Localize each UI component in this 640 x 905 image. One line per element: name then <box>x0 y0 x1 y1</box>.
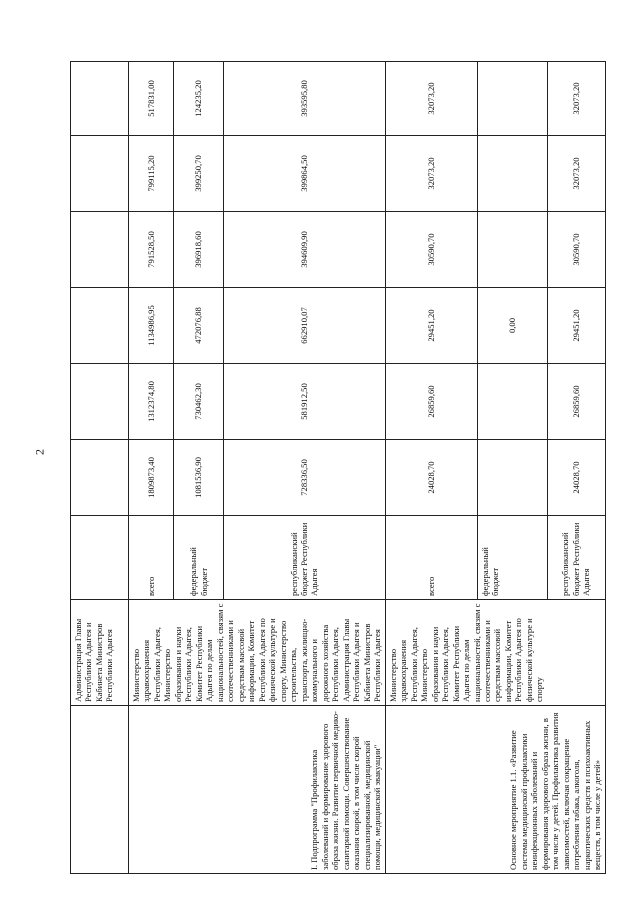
value-cell: 32073,20 <box>547 136 605 212</box>
value-cell: 399864,50 <box>223 136 385 212</box>
table-row <box>129 62 174 874</box>
value-cell: 799115,20 <box>129 136 174 212</box>
value-cell: 24028,70 <box>547 440 605 516</box>
value-cell: 29451,20 <box>547 288 605 364</box>
value-cell: 517831,00 <box>129 62 174 136</box>
value-cell: 32073,20 <box>385 136 477 212</box>
value-cell: 26859,60 <box>385 364 477 440</box>
value-cell <box>477 212 547 288</box>
table-row <box>385 62 477 874</box>
value-cell <box>71 288 129 364</box>
value-cell: 1081536,90 <box>174 440 224 516</box>
value-cell: 394609,90 <box>223 212 385 288</box>
value-cell: 393595,80 <box>223 62 385 136</box>
value-cell <box>477 136 547 212</box>
funding-source-cell: всего <box>129 516 174 600</box>
program-name-cell: Основное мероприятие 1.1. «Развитие системы медицинской профилактики неинфекционных заболеваний и формирования здорового образа жизни, в том числе у детей. Профилактика развития зависимостей, включая сокращение потребления табака, алкоголя, наркотических средств и психоактивных веществ, в том числе у детей» <box>385 706 605 874</box>
value-cell: 728336,50 <box>223 440 385 516</box>
value-cell: 1312374,80 <box>129 364 174 440</box>
value-cell: 399250,70 <box>174 136 224 212</box>
value-cell: 1134986,95 <box>129 288 174 364</box>
value-cell: 396918,60 <box>174 212 224 288</box>
executor-cell: Министерство здравоохранения Республики Адыгея, Министерство образования и науки Республики Адыгея, Комитет Республики Адыгея по делам национальностей, связям с соотечественниками и средствам массовой информации, Комитет Республики Адыгея по физической культуре и спорту, Министерство строительства, транспорта, жилищно-коммунального и дорожного хозяйства Республики Адыгея, Администрация Главы Республики Адыгея и Кабинета Министров Республики Адыгея <box>129 600 386 706</box>
value-cell: 662910,07 <box>223 288 385 364</box>
value-cell <box>477 440 547 516</box>
program-name-cell <box>71 706 129 874</box>
value-cell <box>477 62 547 136</box>
value-cell: 24028,70 <box>385 440 477 516</box>
funding-source-cell: всего <box>385 516 477 600</box>
value-cell <box>71 62 129 136</box>
value-cell: 730462,30 <box>174 364 224 440</box>
value-cell: 124235,20 <box>174 62 224 136</box>
executor-cell: Министерство здравоохранения Республики Адыгея, Министерство образования и науки Республики Адыгея, Комитет Республики Адыгея по делам национальностей, связям с соотечественниками и средствам массовой информации, Комитет Республики Адыгея по физической культуре и спорту <box>385 600 605 706</box>
value-cell: 472076,88 <box>174 288 224 364</box>
value-cell: 791528,50 <box>129 212 174 288</box>
value-cell <box>71 136 129 212</box>
value-cell: 581912,50 <box>223 364 385 440</box>
value-cell: 32073,20 <box>547 62 605 136</box>
executor-cell: Администрация Главы Республики Адыгея и Кабинета Министров Республики Адыгея <box>71 600 129 706</box>
value-cell: 1809873,40 <box>129 440 174 516</box>
value-cell: 30590,70 <box>385 212 477 288</box>
funding-source-cell: республиканский бюджет Республики Адыгея <box>547 516 605 600</box>
page-number: 2 <box>32 449 47 455</box>
program-name-cell: I. Подпрограмма "Профилактика заболеваний и формирование здорового образа жизни. Развитие первичной медико-санитарной помощи. Совершенствование оказания скорой, в том числе скорой специализированной, медицинской помощи, медицинской эвакуации" <box>129 706 386 874</box>
funding-source-cell: федеральный бюджет <box>174 516 224 600</box>
value-cell <box>71 212 129 288</box>
funding-source-cell: федеральный бюджет <box>477 516 547 600</box>
table-row <box>71 62 129 874</box>
value-cell: 29451,20 <box>385 288 477 364</box>
value-cell <box>71 440 129 516</box>
funding-source-cell <box>71 516 129 600</box>
value-cell: 32073,20 <box>385 62 477 136</box>
program-financing-table <box>70 62 603 874</box>
funding-source-cell: республиканский бюджет Республики Адыгея <box>223 516 385 600</box>
value-cell <box>477 364 547 440</box>
value-cell: 30590,70 <box>547 212 605 288</box>
value-cell: 26859,60 <box>547 364 605 440</box>
value-cell: 0,00 <box>477 288 547 364</box>
value-cell <box>71 364 129 440</box>
